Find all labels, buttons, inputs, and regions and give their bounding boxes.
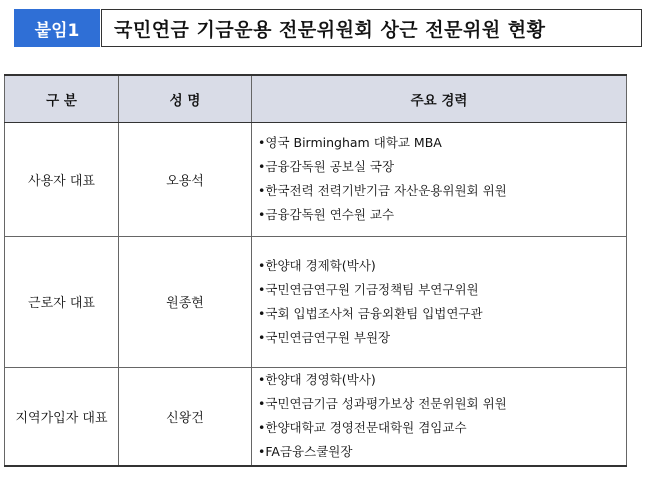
career-list <box>258 368 620 464</box>
column-header-career: 주요 경력 <box>252 75 627 122</box>
career-item: • 국민연금연구원 기금정책팀 부연구위원 <box>258 278 620 302</box>
table-row <box>5 122 627 236</box>
career-list <box>258 131 620 227</box>
career-item: • FA금융스쿨원장 <box>258 440 620 464</box>
career-item: • 국회 입법조사처 금융외환팀 입법연구관 <box>258 302 620 326</box>
career-item: • 금융감독원 공보실 국장 <box>258 155 620 179</box>
category-cell: 지역가입자 대표 <box>5 367 119 466</box>
document-title: 국민연금 기금운용 전문위원회 상근 전문위원 현황 <box>101 9 642 47</box>
category-cell: 근로자 대표 <box>5 236 119 367</box>
career-item: • 국민연금연구원 부원장 <box>258 326 620 350</box>
career-item: • 한양대 경영학(박사) <box>258 368 620 392</box>
career-item: • 한양대학교 경영전문대학원 겸임교수 <box>258 416 620 440</box>
column-header-name: 성 명 <box>119 75 252 122</box>
career-item: • 영국 Birmingham 대학교 MBA <box>258 131 620 155</box>
career-item: • 국민연금기금 성과평가보상 전문위원회 위원 <box>258 392 620 416</box>
name-cell: 원종현 <box>119 236 252 367</box>
attachment-badge: 붙임1 <box>14 9 100 47</box>
name-cell: 오용석 <box>119 122 252 236</box>
category-cell: 사용자 대표 <box>5 122 119 236</box>
career-item: • 금융감독원 연수원 교수 <box>258 203 620 227</box>
table-row <box>5 236 627 367</box>
career-item: • 한양대 경제학(박사) <box>258 254 620 278</box>
career-cell <box>252 367 627 466</box>
career-cell <box>252 122 627 236</box>
name-cell: 신왕건 <box>119 367 252 466</box>
column-header-category: 구 분 <box>5 75 119 122</box>
table-header-row <box>5 75 627 122</box>
career-list <box>258 254 620 350</box>
committee-members-table <box>4 74 627 467</box>
career-cell <box>252 236 627 367</box>
table-row <box>5 367 627 466</box>
career-item: • 한국전력 전력기반기금 자산운용위원회 위원 <box>258 179 620 203</box>
